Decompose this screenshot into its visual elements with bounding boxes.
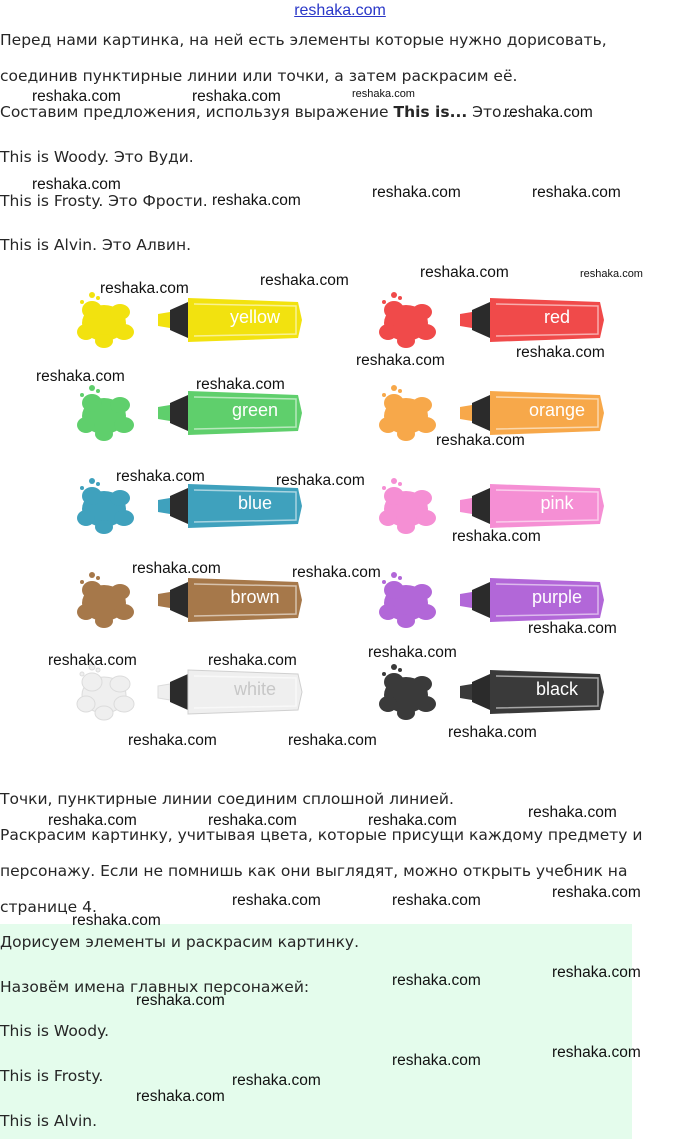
marker-label-blue: blue	[237, 493, 273, 513]
watermark-text: reshaka.com	[212, 192, 301, 209]
after-line-4: странице 4.	[0, 898, 97, 916]
intro-line-1: Перед нами картинка, на ней есть элементы которые нужно дорисовать,	[0, 31, 607, 49]
color-pair-yellow	[70, 290, 310, 352]
answer-line-1: Дорисуем элементы и раскрасим картинку.	[0, 933, 360, 951]
watermark-text: reshaka.com	[528, 620, 617, 637]
watermark-text: reshaka.com	[48, 812, 137, 829]
watermark-text: reshaka.com	[452, 528, 541, 545]
answer-name-alvin: This is Alvin.	[0, 1112, 98, 1130]
watermark-text: reshaka.com	[116, 468, 205, 485]
marker-label-brown: brown	[230, 587, 280, 607]
sentence-woody: This is Woody. Это Вуди.	[0, 148, 194, 166]
marker-label-black: black	[535, 679, 579, 699]
watermark-text: reshaka.com	[36, 368, 125, 385]
intro-line-3-pre: Составим предложения, используя выражение	[0, 103, 394, 121]
watermark-text: reshaka.com	[292, 564, 381, 581]
watermark-text: reshaka.com	[260, 272, 349, 289]
watermark-text: reshaka.com	[552, 1044, 641, 1061]
watermark-text: reshaka.com	[372, 184, 461, 201]
watermark-text: reshaka.com	[192, 88, 281, 105]
watermark-text: reshaka.com	[552, 964, 641, 981]
watermark-text: reshaka.com	[532, 184, 621, 201]
watermark-text: reshaka.com	[528, 804, 617, 821]
watermark-text: reshaka.com	[136, 992, 225, 1009]
watermark-text: reshaka.com	[32, 88, 121, 105]
intro-line-3-bold: This is...	[393, 103, 468, 121]
answer-name-frosty: This is Frosty.	[0, 1067, 104, 1085]
watermark-text: reshaka.com	[136, 1088, 225, 1105]
watermark-text: reshaka.com	[420, 264, 509, 281]
watermark-text: reshaka.com	[392, 1052, 481, 1069]
watermark-text: reshaka.com	[196, 376, 285, 393]
color-pair-white	[70, 662, 310, 724]
answer-name-woody: This is Woody.	[0, 1022, 110, 1040]
watermark-text: reshaka.com	[32, 176, 121, 193]
intro-line-3-post: Это...	[467, 103, 517, 121]
answer-line-2: Назовём имена главных персонажей:	[0, 978, 310, 996]
watermark-text: reshaka.com	[208, 812, 297, 829]
watermark-text: reshaka.com	[232, 892, 321, 909]
sentence-frosty: This is Frosty. Это Фрости.	[0, 192, 208, 210]
watermark-text: reshaka.com	[392, 892, 481, 909]
watermark-text: reshaka.com	[208, 652, 297, 669]
color-pair-red	[372, 290, 612, 352]
sentence-alvin: This is Alvin. Это Алвин.	[0, 236, 192, 254]
watermark-text: reshaka.com	[128, 732, 217, 749]
watermark-text: reshaka.com	[580, 268, 643, 280]
intro-line-2: соединив пунктирные линии или точки, а затем раскрасим её.	[0, 67, 518, 85]
watermark-text: reshaka.com	[132, 560, 221, 577]
watermark-text: reshaka.com	[436, 432, 525, 449]
marker-label-yellow: yellow	[229, 307, 281, 327]
watermark-text: reshaka.com	[356, 352, 445, 369]
watermark-text: reshaka.com	[552, 884, 641, 901]
watermark-text: reshaka.com	[368, 812, 457, 829]
marker-label-orange: orange	[528, 400, 586, 420]
after-line-3: персонажу. Если не помнишь как они выглядят, можно открыть учебник на	[0, 862, 628, 880]
watermark-text: reshaka.com	[448, 724, 537, 741]
watermark-text: reshaka.com	[100, 280, 189, 297]
watermark-text: reshaka.com	[276, 472, 365, 489]
marker-label-white: white	[233, 679, 277, 699]
site-header-link[interactable]: reshaka.com	[294, 2, 386, 19]
watermark-text: reshaka.com	[48, 652, 137, 669]
watermark-text: reshaka.com	[232, 1072, 321, 1089]
color-pair-black	[372, 662, 612, 724]
after-line-1: Точки, пунктирные линии соединим сплошной линией.	[0, 790, 454, 808]
watermark-text: reshaka.com	[72, 912, 161, 929]
watermark-text: reshaka.com	[504, 104, 593, 121]
color-pair-brown	[70, 570, 310, 632]
watermark-text: reshaka.com	[516, 344, 605, 361]
marker-label-pink: pink	[540, 493, 574, 513]
watermark-text: reshaka.com	[352, 88, 415, 100]
marker-label-purple: purple	[531, 587, 583, 607]
watermark-text: reshaka.com	[392, 972, 481, 989]
watermark-text: reshaka.com	[288, 732, 377, 749]
marker-label-green: green	[231, 400, 279, 420]
watermark-text: reshaka.com	[368, 644, 457, 661]
after-line-2: Раскрасим картинку, учитывая цвета, которые присущи каждому предмету и	[0, 826, 643, 844]
marker-label-red: red	[543, 307, 570, 327]
